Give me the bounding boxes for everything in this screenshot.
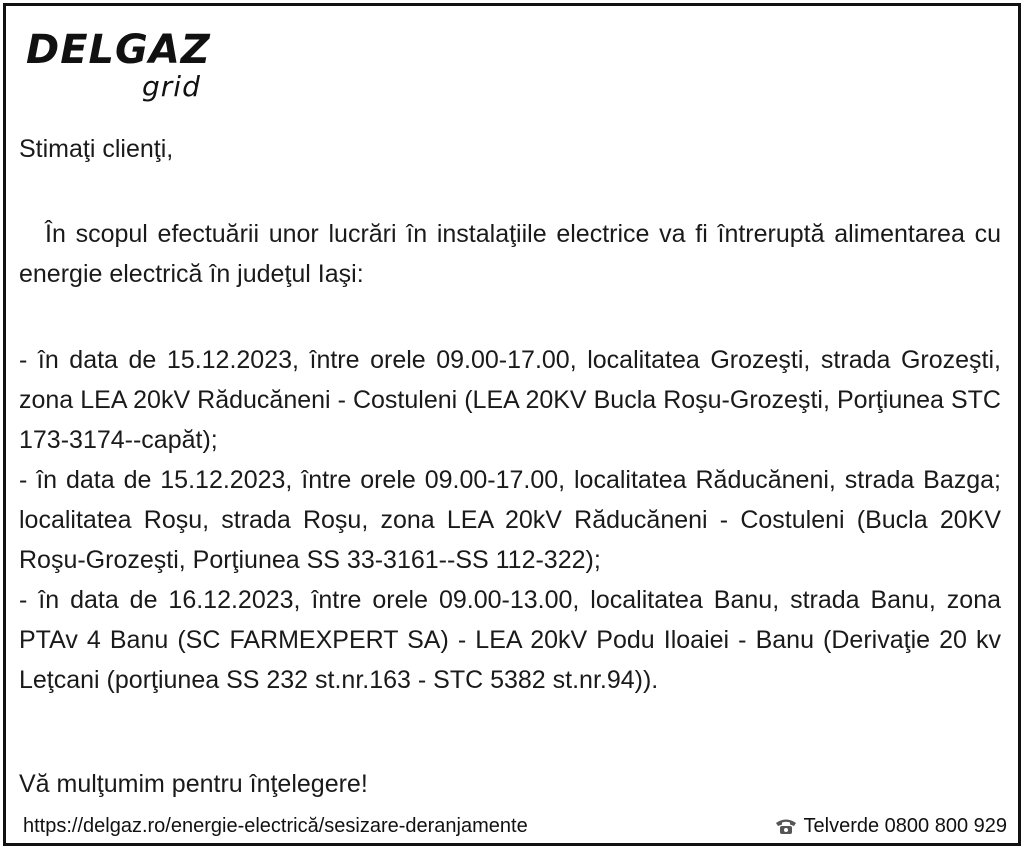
- delgaz-grid-logo: [26, 28, 226, 108]
- footer: [19, 811, 1007, 841]
- outage-item: - în data de 15.12.2023, între orele 09.00-17.00, localitatea Răducăneni, strada Bazga; localitatea Roşu, strada Roşu, zona LEA 20kV Răducăneni - Costuleni (Bucla 20KV Roşu-Grozeşti, Porţiunea SS 33-3161--SS 112-322);: [19, 466, 1001, 574]
- phone-label: Telverde 0800 800 929: [803, 815, 1007, 837]
- outage-list: [19, 340, 1001, 700]
- thanks-line: Vă mulţumim pentru înţelegere!: [19, 770, 368, 798]
- telephone-icon: [774, 817, 798, 835]
- logo-sub: grid: [142, 70, 201, 103]
- outage-item: - în data de 15.12.2023, între orele 09.00-17.00, localitatea Grozeşti, strada Grozeşti, zona LEA 20kV Răducăneni - Costuleni (LEA 20KV Bucla Roşu-Grozeşti, Porţiunea STC 173-3174--capăt);: [19, 346, 1001, 454]
- notice-frame: [3, 3, 1021, 846]
- outage-item: - în data de 16.12.2023, între orele 09.00-13.00, localitatea Banu, strada Banu, zona PTAv 4 Banu (SC FARMEXPERT SA) - LEA 20kV Podu Iloaiei - Banu (Derivaţie 20 kv Leţcani (porţiunea SS 232 st.nr.163 - STC 5382 st.nr.94)).: [19, 586, 1001, 694]
- greeting: Stimaţi clienţi,: [19, 135, 174, 163]
- logo-brand: DELGAZ: [26, 27, 211, 73]
- phone-contact: [774, 811, 1008, 841]
- intro-paragraph: În scopul efectuării unor lucrări în instalaţiile electrice va fi întreruptă alimentarea cu energie electrică în judeţul Iaşi:: [19, 220, 1001, 288]
- report-link[interactable]: https://delgaz.ro/energie-electrică/sesizare-deranjamente: [23, 815, 528, 837]
